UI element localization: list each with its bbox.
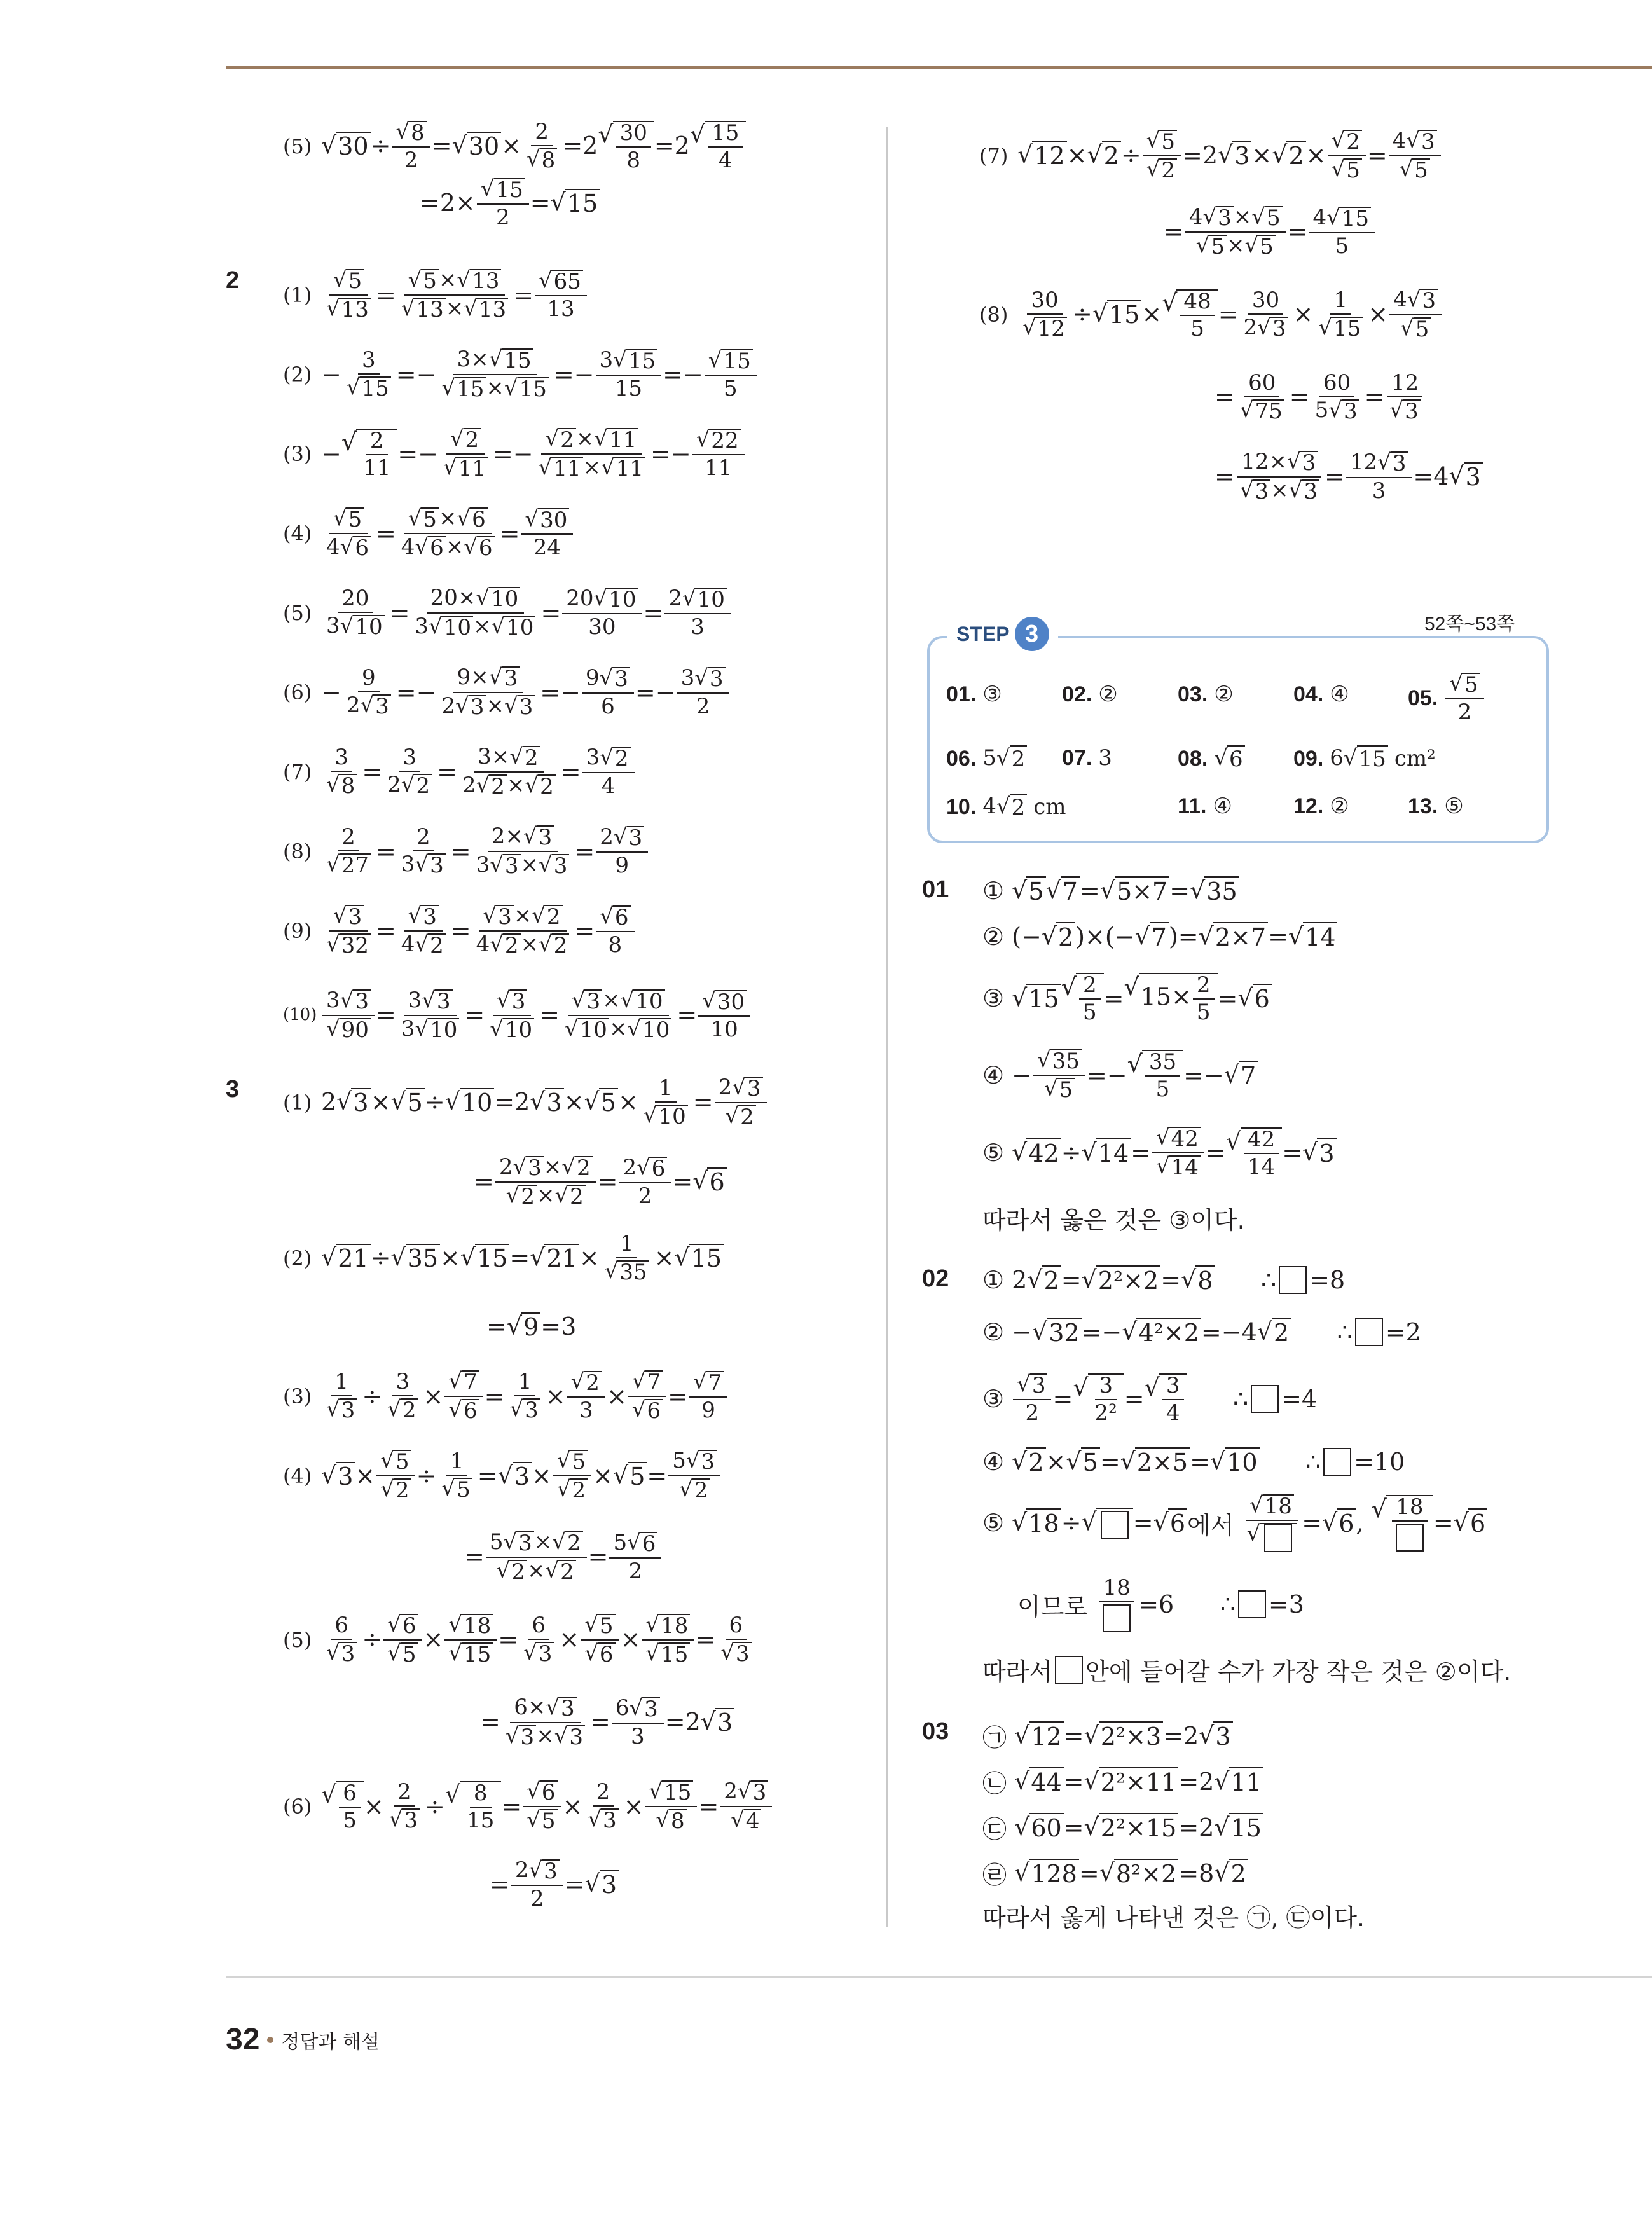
blank-box [1238,1590,1266,1618]
solution-01-4: ④ − √ 35 √ 5 =− √ $\frac{35}{5}$ =− √ 7 [982,1049,1258,1101]
column-divider [886,127,888,1927]
problem-2-2: (2) − 3 √ 15 =− 3× √ 15 √ 15 × √ 15 =− 3 √ 15 15 =− √ $\frac{15}{5}$ [283,335,862,415]
blank-box [1103,1604,1131,1632]
right-column: (7) √ 12 × √ 2 ÷ √ 5 √ 2 =2 √ 3 × √ 2 × √ 2 √ 5 = 4 √ 3 √ 5 = 4 √ 3 × √ 5 √ 5 × √ 5 = 4 √ 15 5 (8) 30 √ 12 ÷ √ 15 × √ $\frac{48}{5}$ = 30 2 √ 3 × 1 √ 15 × 4 √ 3 √ 5 = 60 √ 75 = 60 5 √ 3 = 12 √ 3 = 12× √ 3 √ 3 × √ 3 = 12 √ 3 3 =4 √ 3 [922,121,1558,515]
answer-04: 04. ④ [1293,682,1349,707]
answer-07: 07. 3 [1062,745,1112,771]
solution-03-2: ㉡ √ 44 = √ 2²×11 =2 √ 11 [982,1764,1263,1799]
bottom-rule [226,1976,1652,1978]
solution-01-conclusion: 따라서 옳은 것은 ③이다. [982,1206,1245,1234]
blank-box [1355,1318,1383,1346]
solution-03-conclusion: 따라서 옳게 나타낸 것은 ㉠, ㉢이다. [982,1904,1365,1932]
answer-02: 02. ② [1062,682,1118,707]
solution-01-number: 01 [922,876,949,903]
section-2-number: 2 [226,267,240,294]
problem-2-9: (9) √ 3 √ 32 = √ 3 4 √ 2 = √ 3 × √ 2 4 √ 2 × √ 2 = √ $\frac{6}{8}$ [283,891,862,971]
answer-13: 13. ⑤ [1408,794,1464,819]
footer-section: 정답과 해설 [281,2030,380,2053]
problem-2-4: (4) √ 5 4 √ 6 = √ 5 × √ 6 4 √ 6 × √ 6 = √ $\frac{30}{24}$ [283,494,862,574]
solution-02-4: ④ √ 2 × √ 5 = √ 2×5 = √ 10 ∴ =10 [982,1447,1405,1476]
solution-03-4: ㉣ √ 128 = √ 8²×2 =8 √ 2 [982,1855,1248,1890]
left-column: (5) √ 30 ÷ √ $\frac{8}{2}$ = √ 30 × 2 √ 8 =2 √ $\frac{30}{8}$ =2 √ $\frac{15}{4}$ =2× √ $\frac{15}{2}$ = √ 15 2 (1) √ 5 √ 13 = √ 5 × √ 13 √ 13 × √ 13 = √ $\frac{65}{13}$ (2) − 3 √ 15 =− 3× √ 15 √ 15 × √ 15 =− 3 √ 15 15 =− √ $\frac{15}{5}$ (3) − √ $\frac{2}{11}$ =− √ 2 √ 11 =− √ 2 × √ 11 √ 11 × √ 11 =− √ $\frac{22}{11}$ (4) √ 5 4 √ 6 = √ 5 × √ 6 4 √ 6 × √ 6 = √ $\frac{30}{24}$ (5) 20 3 √ 10 = 20× √ 10 3 √ 10 × √ 10 = 20 √ 10 30 = 2 √ 10 3 (6) − 9 2 √ 3 =− 9× √ 3 2 √ 3 × √ 3 =− 9 √ 3 6 =− 3 √ 3 2 (7) 3 √ 8 = 3 2 √ 2 = 3× √ 2 2 √ 2 × √ 2 = 3 √ 2 4 (8) 2 √ 27 = 2 3 √ 3 = 2× √ 3 3 √ 3 × √ 3 = 2 √ 3 9 (9) √ 3 √ 32 = √ 3 4 √ 2 = √ 3 × √ 2 4 √ 2 × √ 2 = √ $\frac{6}{8}$ (10) 3 √ 3 √ 90 = 3 √ 3 3 √ 10 = √ 3 √ 10 = √ 3 × √ 10 √ 10 × √ 10 = √ $\frac{30}{10}$ 3 (1) 2 √ 3 × √ 5 ÷ √ 10 =2 √ 3 × √ 5 × 1 √ 10 = 2 √ 3 √ 2 = 2 √ 3 × √ 2 √ 2 × √ 2 = 2 √ 6 2 = √ 6 (2) √ 21 ÷ √ 35 × √ 15 = √ 21 × 1 √ 35 × √ 15 = √ 9 =3 (3) 1 √ 3 ÷ 3 √ 2 × √ 7 √ 6 = 1 √ 3 × √ $\frac{2}{3}$ × √ 7 √ 6 = √ $\frac{7}{9}$ (4) √ 3 × √ 5 √ 2 ÷ 1 √ 5 = √ 3 × √ 5 √ 2 × √ 5 = 5 √ 3 √ 2 = 5 √ 3 × √ 2 √ 2 × √ 2 = 5 √ 6 2 (5) 6 √ 3 ÷ √ 6 √ 5 × √ 18 √ 15 = 6 √ 3 × √ 5 √ 6 × √ 18 √ 15 = 6 √ 3 = 6× √ 3 √ 3 × √ 3 = 6 √ 3 3 =2 √ 3 (6) √ $\frac{6}{5}$ × 2 √ 3 ÷ √ $\frac{8}{15}$ = √ 6 √ 5 × 2 √ 3 × √ 15 √ 8 = 2 √ 3 √ 4 = 2 √ 3 2 = √ 3 [226,121,862,1920]
page-footer [226,2022,380,2057]
problem-2-8: (8) 2 √ 27 = 2 3 √ 3 = 2× √ 3 3 √ 3 × √ 3 = 2 √ 3 9 [283,812,862,891]
solution-02-5: ⑤ √ 18 ÷ √ = √ 6 에서 √ 18 √ = √ 6 , √ 18 = √ 6 [982,1494,1487,1552]
solution-02-1: ① 2 √ 2 = √ 2²×2 = √ 8 ∴ =8 [982,1265,1345,1295]
problem-3-2: (2) √ 21 ÷ √ 35 × √ 15 = √ 21 × 1 √ 35 × √ 15 [283,1220,862,1297]
problem-3-5: (5) 6 √ 3 ÷ √ 6 √ 5 × √ 18 √ 15 = 6 √ 3 × √ 5 √ 6 × √ 18 √ 15 = 6 √ 3 [283,1599,862,1681]
answer-12: 12. ② [1293,794,1349,819]
problem-3-3: (3) 1 √ 3 ÷ 3 √ 2 × √ 7 √ 6 = 1 √ 3 × √ $\frac{2}{3}$ × √ 7 √ 6 = √ $\frac{7}{9}$ [283,1357,862,1436]
problem-1-7: (7) √ 12 × √ 2 ÷ √ 5 √ 2 =2 √ 3 × √ 2 × √ 2 √ 5 = 4 √ 3 √ 5 [979,121,1558,191]
problem-2-5: (5) 20 3 √ 10 = 20× √ 10 3 √ 10 × √ 10 = 20 √ 10 30 = 2 √ 10 3 [283,574,862,653]
problem-1-8: (8) 30 √ 12 ÷ √ 15 × √ $\frac{48}{5}$ = 30 2 √ 3 × 1 √ 15 × 4 √ 3 √ 5 [979,273,1558,356]
blank-box [1396,1524,1424,1552]
solution-03-1: ㉠ √ 12 = √ 2²×3 =2 √ 3 [982,1718,1233,1753]
answer-05: 05. √ $\frac{5}{2}$ [1408,673,1485,724]
problem-2-6: (6) − 9 2 √ 3 =− 9× √ 3 2 √ 3 × √ 3 =− 9 √ 3 6 =− 3 √ 3 2 [283,653,862,733]
solution-01-3: ③ √ 15 √ $\frac{2}{5}$ = √ 15× $\frac{2}{5}$ = √ 6 [982,973,1272,1024]
blank-box [1101,1511,1129,1539]
problem-2-10: (10) 3 √ 3 √ 90 = 3 √ 3 3 √ 10 = √ 3 √ 10 = √ 3 × √ 10 √ 10 × √ 10 = √ $\frac{30}{10}$ [283,971,862,1060]
step-tag: STEP 3 [947,617,1058,651]
blank-box [1251,1385,1279,1413]
page-range: 52쪽~53쪽 [1424,614,1515,635]
blank-box [1264,1524,1292,1552]
answer-03: 03. ② [1178,682,1234,707]
problem-2-1: (1) √ 5 √ 13 = √ 5 × √ 13 √ 13 × √ 13 = √ $\frac{65}{13}$ [283,256,862,335]
problem-3-1: (1) 2 √ 3 × √ 5 ÷ √ 10 =2 √ 3 × √ 5 × 1 √ 10 = 2 √ 3 √ 2 [283,1061,862,1144]
answer-11: 11. ④ [1178,794,1232,819]
solution-01-1: ① √ 5 √ 7 = √ 5×7 = √ 35 [982,876,1239,905]
problem-3-6: (6) √ $\frac{6}{5}$ × 2 √ 3 ÷ √ $\frac{8}{15}$ = √ 6 √ 5 × 2 √ 3 × √ 15 √ 8 = 2 √ 3 √ 4 [283,1764,862,1850]
solution-02-number: 02 [922,1265,949,1292]
section-3-number: 3 [226,1076,240,1103]
problem-2-3: (3) − √ $\frac{2}{11}$ =− √ 2 √ 11 =− √ 2 × √ 11 √ 11 × √ 11 =− √ $\frac{22}{11}$ [283,415,862,494]
problem-2-7: (7) 3 √ 8 = 3 2 √ 2 = 3× √ 2 2 √ 2 × √ 2 = 3 √ 2 4 [283,733,862,812]
page-number: 32 [226,2023,260,2056]
step-number-badge: 3 [1015,617,1049,651]
problem-1-5: (5) √ 30 ÷ √ $\frac{8}{2}$ = √ 30 × 2 √ 8 =2 √ $\frac{30}{8}$ =2 √ $\frac{15}{4}$ [283,121,862,172]
solution-01-5: ⑤ √ 42 ÷ √ 14 = √ 42 √ 14 = √ $\frac{42}{14}$ = √ 3 [982,1127,1337,1179]
solution-02-conclusion: 따라서 안에 들어갈 수가 가장 작은 것은 ②이다. [982,1652,1511,1687]
blank-box [1055,1656,1083,1684]
answer-01: 01. ③ [946,682,1002,707]
blank-box [1279,1266,1307,1294]
answer-10: 10. 4 √ 2 cm [946,794,1066,820]
solution-02-5-cont: 이므로 18 =6 ∴ =3 [1017,1577,1304,1632]
solution-02-3: ③ √ $\frac{3}{2}$ = √ $\frac{3}{\text{2²}}$ = √ $\frac{3}{4}$ ∴ =4 [982,1373,1317,1424]
answer-08: 08. √ 6 [1178,745,1245,772]
footer-dot [267,2037,273,2043]
solution-03-3: ㉢ √ 60 = √ 2²×15 =2 √ 15 [982,1810,1263,1845]
solution-01-2: ② (− √ 2 )×(− √ 7 )= √ 2×7 = √ 14 [982,922,1337,951]
blank-box [1323,1448,1351,1476]
solution-02-2: ② − √ 32 =− √ 4²×2 =−4 √ 2 ∴ =2 [982,1318,1421,1347]
top-rule [226,66,1652,69]
answer-06: 06. 5 √ 2 [946,745,1027,772]
solution-03-number: 03 [922,1718,949,1745]
problem-3-4: (4) √ 3 × √ 5 √ 2 ÷ 1 √ 5 = √ 3 × √ 5 √ 2 × √ 5 = 5 √ 3 √ 2 [283,1436,862,1516]
answer-09: 09. 6 √ 15 cm² [1293,745,1436,772]
